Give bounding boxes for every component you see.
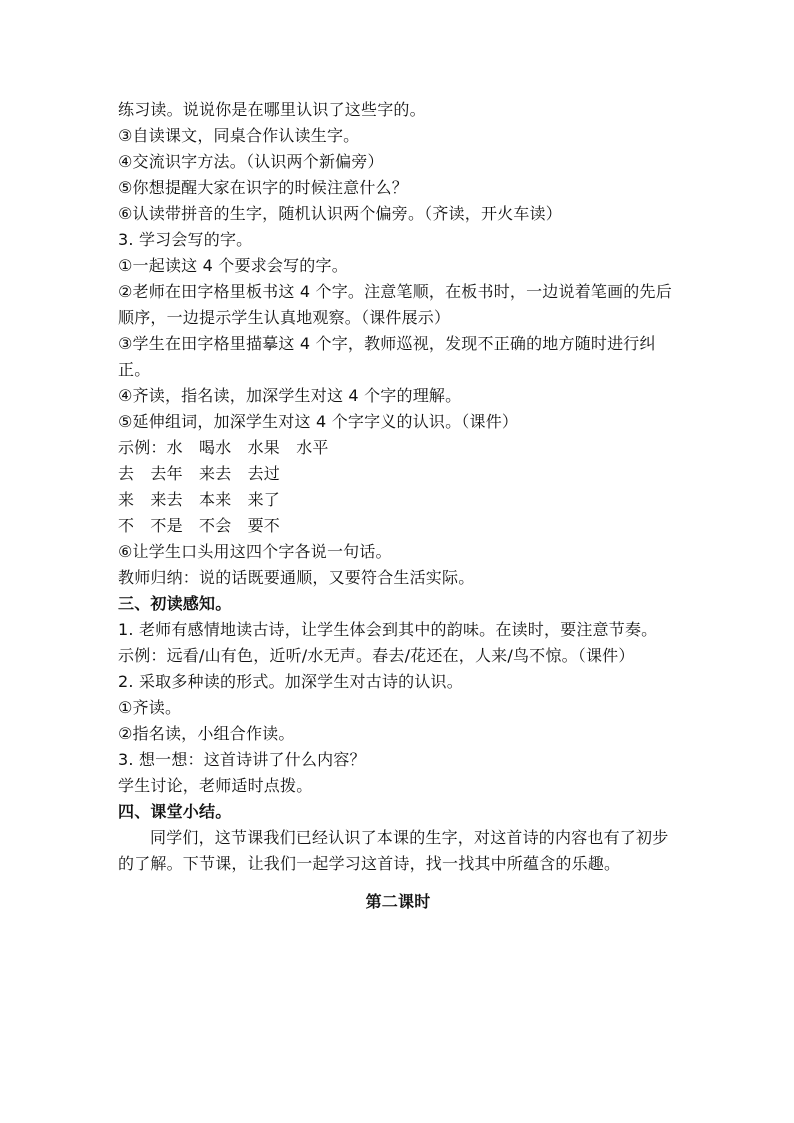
text-paragraph: ②老师在田字格里板书这 4 个字。注意笔顺，在板书时，一边说着笔画的先后顺序，一边提示学生认真地观察。（课件展示） (118, 282, 672, 327)
summary-paragraph: 同学们，这节课我们已经认识了本课的生字，对这首诗的内容也有了初步的了解。下节课，让我们一起学习这首诗，找一找其中所蕴含的乐趣。 (118, 828, 669, 873)
text-line: ⑤延伸组词，加深学生对这 4 个字字义的认识。（课件） (118, 412, 519, 431)
text-paragraph: 1. 老师有感情地读古诗，让学生体会到其中的韵味。在读时，要注意节奏。 (118, 620, 658, 639)
example-line: 来 来去 本来 来了 (118, 490, 281, 509)
text-line: ①一起读这 4 个要求会写的字。 (118, 256, 348, 275)
text-line: ④交流识字方法。（认识两个新偏旁） (118, 152, 384, 171)
lesson-title: 第二课时 (365, 892, 431, 911)
text-line: 学生讨论，老师适时点拨。 (118, 776, 313, 795)
text-line: ①齐读。 (118, 698, 182, 717)
example-line: 示例：水 喝水 水果 水平 (118, 438, 329, 457)
example-line: 去 去年 来去 去过 (118, 464, 281, 483)
example-line: 不 不是 不会 要不 (118, 516, 281, 535)
section-heading: 四、课堂小结。 (118, 802, 232, 821)
text-line: ⑤你想提醒大家在识字的时候注意什么？ (118, 178, 408, 197)
text-line: 练习读。说说你是在哪里认识了这些字的。 (118, 100, 426, 119)
text-line: ④齐读，指名读，加深学生对这 4 个字的理解。 (118, 386, 462, 405)
text-line: 教师归纳：说的话既要通顺，又要符合生活实际。 (118, 568, 475, 587)
text-line: ⑥认读带拼音的生字，随机认识两个偏旁。（齐读，开火车读） (118, 204, 562, 223)
section-item-title: 2. 采取多种读的形式。加深学生对古诗的认识。 (118, 672, 463, 691)
text-line: ②指名读，小组合作读。 (118, 724, 295, 743)
section-item-title: 3. 想一想：这首诗讲了什么内容？ (118, 750, 366, 769)
text-line: ⑥让学生口头用这四个字各说一句话。 (118, 542, 392, 561)
text-paragraph: ③学生在田字格里描摹这 4 个字，教师巡视，发现不正确的地方随时进行纠正。 (118, 334, 656, 379)
example-line: 示例：远看/山有色，近听/水无声。春去/花还在，人来/鸟不惊。（课件） (118, 646, 635, 665)
section-item-title: 3. 学习会写的字。 (118, 230, 253, 249)
document-body (118, 97, 678, 915)
text-line: ③自读课文，同桌合作认读生字。 (118, 126, 360, 145)
section-heading: 三、初读感知。 (118, 594, 232, 613)
